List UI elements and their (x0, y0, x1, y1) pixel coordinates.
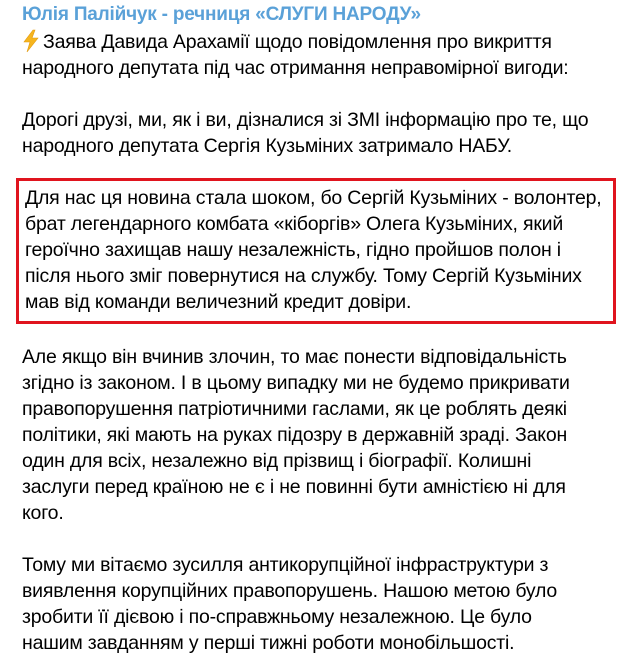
highlighted-paragraph (16, 178, 616, 324)
paragraph-line: виявлення корупційних правопорушень. Нашою метою було (22, 580, 558, 602)
paragraph-line: після нього зміг повернутися на службу. Тому Сергій Кузьміних (25, 265, 582, 287)
paragraph-line: правопорушення патріотичними гаслами, як це роблять деякі (22, 398, 567, 420)
author-name[interactable]: Юлія Палійчук - речниця «СЛУГИ НАРОДУ» (22, 4, 421, 25)
paragraph-spacer (22, 159, 608, 178)
paragraph-line: Тому ми вітаємо зусилля антикорупційної інфраструктури з (22, 554, 549, 576)
paragraph-line: Але якщо він вчинив злочин, то має понести відповідальність (22, 346, 567, 368)
paragraph-line: мав від команди величезний кредит довіри. (25, 291, 412, 313)
paragraph-anticorruption (22, 552, 608, 656)
paragraph-line: нашим завданням у перші тижні роботи монобільшості. (22, 632, 515, 654)
paragraph-line: народного депутата під час отримання неправомірної вигоди: (22, 57, 569, 79)
paragraph-spacer (22, 526, 608, 552)
text-line (22, 29, 608, 55)
high-voltage-icon (22, 30, 40, 52)
paragraph-line: Для нас ця новина стала шоком, бо Сергій Кузьміних - волонтер, (25, 187, 602, 209)
paragraph-line: Заява Давида Арахамії щодо повідомлення про викриття (43, 31, 552, 53)
paragraph-line: заслуги перед країною не є і не повинні бути амністією ні для (22, 476, 566, 498)
paragraph-line: Дорогі друзі, ми, як і ви, дізналися зі ЗМІ інформацію про те, що (22, 109, 589, 131)
paragraph-line: народного депутата Сергія Кузьміних затримало НАБУ. (22, 135, 513, 157)
paragraph-statement-intro (22, 29, 608, 81)
paragraph-spacer (22, 81, 608, 107)
paragraph-accountability (22, 344, 608, 526)
paragraph-spacer (22, 324, 608, 344)
paragraph-line: кого. (22, 502, 64, 524)
paragraph-line: згідно із законом. І в цьому випадку ми не будемо прикривати (22, 372, 570, 394)
paragraph-line: політики, які мають на руках підозру в державній зраді. Закон (22, 424, 568, 446)
paragraph-line: зробити її дієвою і по-справжньому незалежною. Це було (22, 606, 532, 628)
paragraph-line: героїчно захищав нашу незалежність, гідно пройшов полон і (25, 239, 561, 261)
paragraph-news (22, 107, 608, 159)
paragraph-line: один для всіх, незалежно від прізвищ і біографії. Колишні (22, 450, 532, 472)
paragraph-line: брат легендарного комбата «кіборгів» Олега Кузьміних, який (25, 213, 564, 235)
